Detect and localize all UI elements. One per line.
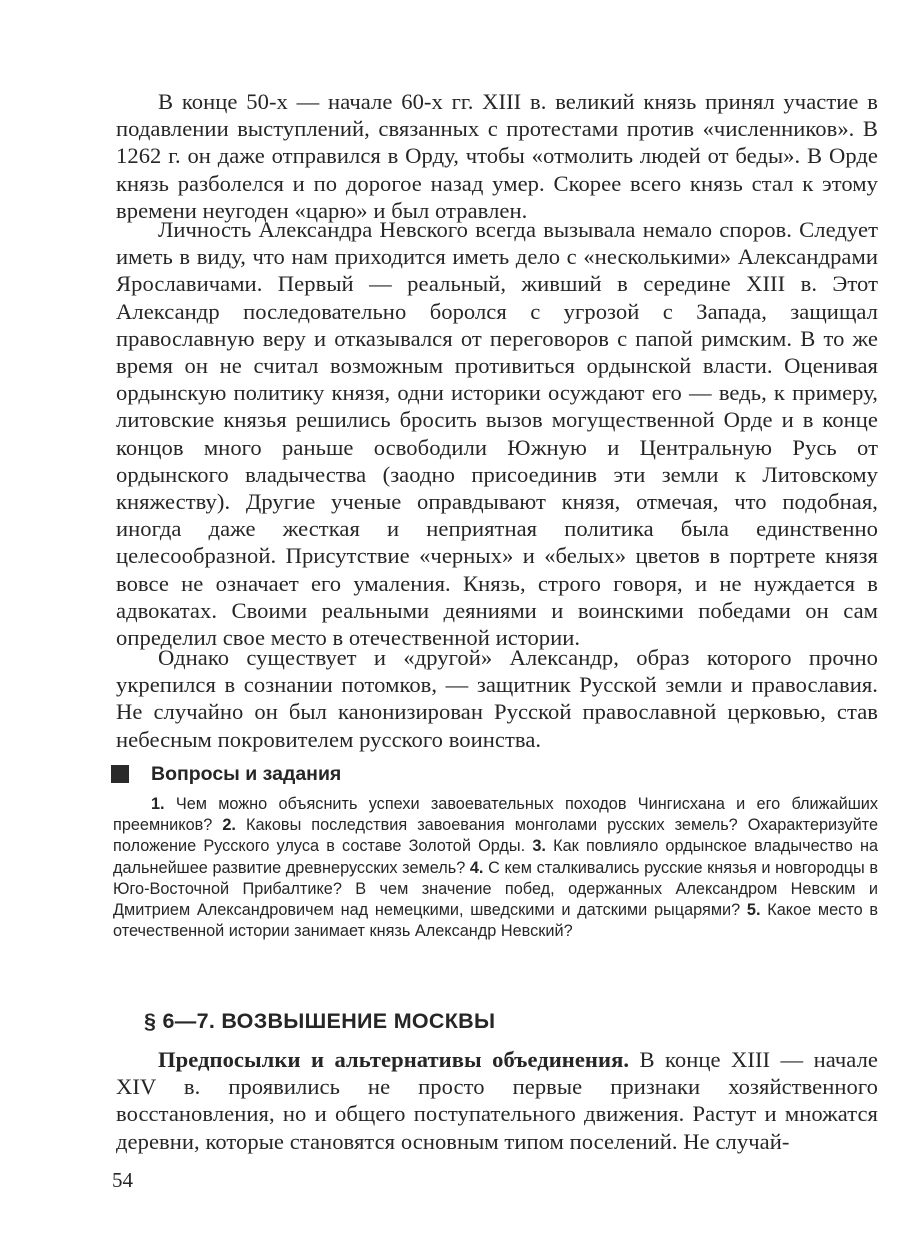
question-number: 3. <box>532 837 546 856</box>
questions-heading-text: Вопросы и задания <box>151 762 342 785</box>
question-text: Какое место в отечественной истории занимает князь Александр Невский? <box>113 901 879 941</box>
question-number: 2. <box>222 816 236 835</box>
page-number: 54 <box>112 1168 133 1192</box>
square-bullet-icon <box>111 765 129 783</box>
paragraph: Личность Александра Невского всегда вызывала немало споров. Следует иметь в виду, что нам приходится иметь дело с «несколькими» Александрами Ярославичами. Первый — реальный, живший в середине XIII в. Этот Александр последовательно боролся с угрозой с Запада, защищал православную веру и отказывался от переговоров с папой римским. В то же время он не считал возможным противиться ордынской власти. Оценивая ордынскую политику князя, одни историки осуждают его — ведь, к примеру, литовские князья решились бросить вызов могущественной Орде и в конце концов много раньше освободили Южную и Центральную Русь от ордынского владычества (заодно присоединив эти земли к Литовскому княжеству). Другие ученые оправдывают князя, отмечая, что подобная, иногда даже жесткая и неприятная политика была единственно целесообразной. Присутствие «черных» и «белых» цветов в портрете князя вовсе не означает его умаления. Князь, строго говоря, и не нуждается в адвокатах. Своими реальными деяниями и воинскими победами он сам определил свое место в отечественной истории. <box>116 217 878 651</box>
section-text: В конце XIII — начале XIV в. проявились не просто первые признаки хозяйственного восстановления, но и общего поступательного движения. Растут и множатся деревни, которые становятся основным типом поселений. Не случай- <box>116 1047 878 1154</box>
paragraph: В конце 50-х — начале 60-х гг. XIII в. великий князь принял участие в подавлении выступлений, связанных с протестами против «численников». В 1262 г. он даже отправился в Орду, чтобы «отмолить людей от беды». В Орде князь разболелся и по дорогое назад умер. Скорее всего князь стал к этому времени неугоден «царю» и был отравлен. <box>116 89 878 223</box>
question-text: С кем сталкивались русские князья и новгородцы в Юго-Восточной Прибалтике? В чем значение побед, одержанных Александром Невским и Дмитрием Александровичем над немецкими, шведскими и датскими рыцарями? <box>113 858 878 920</box>
section-title: § 6—7. ВОЗВЫШЕНИЕ МОСКВЫ <box>144 1009 496 1033</box>
question-number: 1. <box>151 795 165 813</box>
question-text: Чем можно объяснить успехи завоевательных походов Чингисхана и его ближайших преемников? <box>113 795 878 835</box>
question-text: Как повлияло ордынское владычество на дальнейшее развитие древнерусских земель? <box>113 837 879 877</box>
questions-heading <box>111 761 341 787</box>
section-paragraph <box>116 1046 878 1155</box>
paragraph: Однако существует и «другой» Александр, образ которого прочно укрепился в сознании потомков, — защитник Русской земли и православия. Не случайно он был канонизирован Русской православной церковью, став небесным покровителем русского воинства. <box>116 645 878 752</box>
questions-list <box>113 794 878 942</box>
question-number: 5. <box>746 901 761 920</box>
run-in-heading: Предпосылки и альтернативы объединения. <box>158 1047 630 1072</box>
question-text: Каковы последствия завоевания монголами русских земель? Охарактеризуйте положение Русского улуса в составе Золотой Орды. <box>113 816 878 856</box>
question-number: 4. <box>469 858 484 877</box>
